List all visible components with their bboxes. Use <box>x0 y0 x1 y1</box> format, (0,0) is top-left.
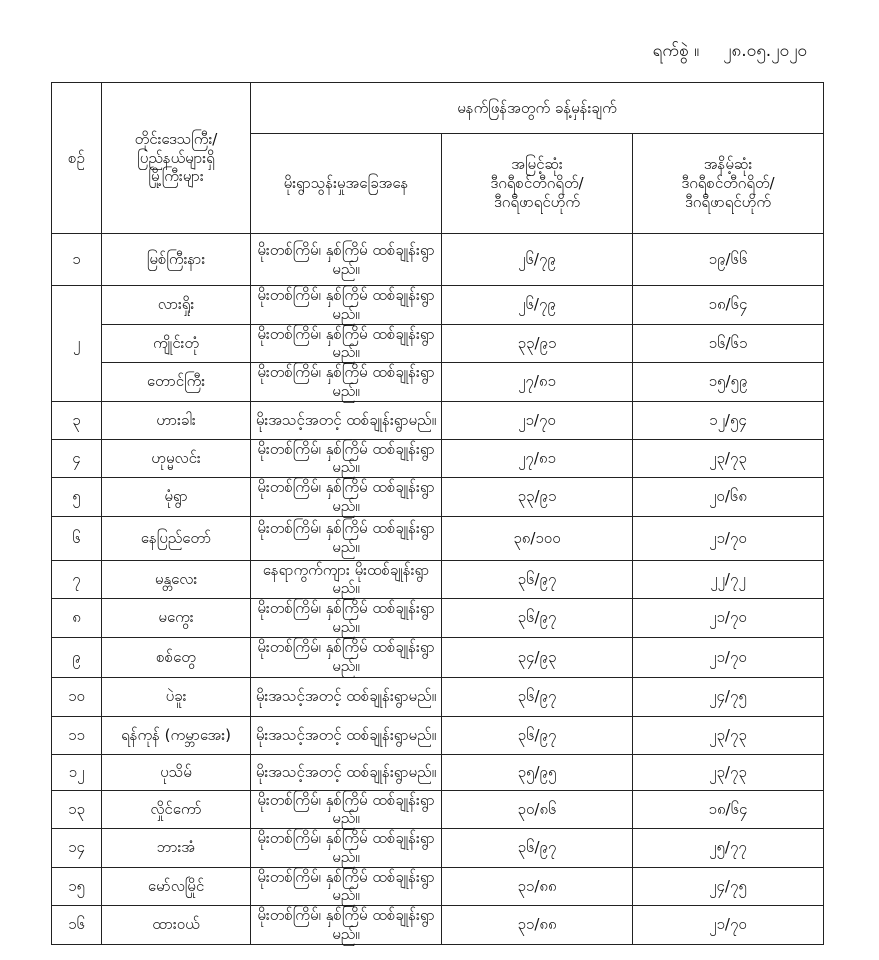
min-temp-cell: ၂၁/၇၀ <box>633 637 824 677</box>
region-number: ၁၂ <box>52 754 102 790</box>
region-number: ၁၃ <box>52 790 102 829</box>
table-row <box>52 478 824 517</box>
header-min-line: ဒီဂရီစင်တီဂရိတ်/ <box>681 174 775 193</box>
header-no: စဉ် <box>52 83 102 234</box>
min-temp-cell: ၂၅/၇၇ <box>633 829 824 868</box>
min-temp-cell: ၂၃/၇၃ <box>633 716 824 754</box>
city-cell: မြစ်ကြီးနား <box>102 234 251 286</box>
max-temp-cell: ၂၆/၇၉ <box>442 286 633 325</box>
city-cell: စစ်တွေ <box>102 637 251 677</box>
header-max-line: ဒီဂရီစင်တီဂရိတ်/ <box>490 174 584 193</box>
table-row <box>52 754 824 790</box>
condition-cell: မိုးတစ်ကြိမ်၊ နှစ်ကြိမ် ထစ်ချုန်းရွာမည်။ <box>251 324 442 363</box>
max-temp-cell: ၃၅/၉၅ <box>442 754 633 790</box>
table-row <box>52 867 824 906</box>
max-temp-cell: ၃၆/၉၇ <box>442 677 633 716</box>
min-temp-cell: ၂၃/၇၃ <box>633 439 824 478</box>
date-label: ရက်စွဲ ။ <box>652 41 700 61</box>
condition-cell: မိုးတစ်ကြိမ်၊ နှစ်ကြိမ် ထစ်ချုန်းရွာမည်။ <box>251 439 442 478</box>
table-row <box>52 363 824 402</box>
region-number: ၁၄ <box>52 829 102 868</box>
min-temp-cell: ၂၂/၇၂ <box>633 560 824 599</box>
city-cell: ဟုမ္မလင်း <box>102 439 251 478</box>
table-row <box>52 906 824 945</box>
city-cell: ပုသိမ် <box>102 754 251 790</box>
header-row <box>52 83 824 134</box>
header-max-line: ဒီဂရီဖာရင်ဟိုက် <box>493 192 581 211</box>
condition-cell: မိုးအသင့်အတင့် ထစ်ချုန်းရွာမည်။ <box>251 716 442 754</box>
header-max-line: အမြင့်ဆုံး <box>511 155 563 174</box>
city-cell: တောင်ကြီး <box>102 363 251 402</box>
table-row <box>52 324 824 363</box>
condition-cell: မိုးတစ်ကြိမ်၊ နှစ်ကြိမ် ထစ်ချုန်းရွာမည်။ <box>251 829 442 868</box>
header-min <box>633 134 824 234</box>
header-city <box>102 83 251 234</box>
city-cell: ဟားခါး <box>102 401 251 439</box>
min-temp-cell: ၁၅/၅၉ <box>633 363 824 402</box>
region-number: ၄ <box>52 439 102 478</box>
max-temp-cell: ၃၁/၈၈ <box>442 906 633 945</box>
city-cell: လှိုင်ကော် <box>102 790 251 829</box>
city-cell: မော်လမြိုင် <box>102 867 251 906</box>
max-temp-cell: ၃၃/၉၁ <box>442 478 633 517</box>
forecast-body <box>52 234 824 945</box>
max-temp-cell: ၃၀/၈၆ <box>442 790 633 829</box>
condition-cell: မိုးတစ်ကြိမ်၊ နှစ်ကြိမ် ထစ်ချုန်းရွာမည်။ <box>251 637 442 677</box>
city-cell: ရန်ကုန် (ကမ္ဘာအေး) <box>102 716 251 754</box>
region-number: ၃ <box>52 401 102 439</box>
max-temp-cell: ၃၁/၈၈ <box>442 867 633 906</box>
table-row <box>52 560 824 599</box>
header-forecast-group: မနက်ဖြန်အတွက် ခန့်မှန်းချက် <box>251 83 824 134</box>
condition-cell: မိုးတစ်ကြိမ်၊ နှစ်ကြိမ် ထစ်ချုန်းရွာမည်။ <box>251 906 442 945</box>
condition-cell: မိုးတစ်ကြိမ်၊ နှစ်ကြိမ် ထစ်ချုန်းရွာမည်။ <box>251 516 442 560</box>
header-city-line: မြို့ကြီးများ <box>148 167 204 186</box>
max-temp-cell: ၂၆/၇၉ <box>442 234 633 286</box>
min-temp-cell: ၂၁/၇၀ <box>633 599 824 638</box>
region-number: ၁ <box>52 234 102 286</box>
max-temp-cell: ၂၇/၈၁ <box>442 439 633 478</box>
table-row <box>52 599 824 638</box>
city-cell: မုံရွာ <box>102 478 251 517</box>
min-temp-cell: ၁၈/၆၄ <box>633 286 824 325</box>
header-max <box>442 134 633 234</box>
header-min-line: ဒီဂရီဖာရင်ဟိုက် <box>684 192 772 211</box>
header-min-line: အနိမ့်ဆုံး <box>703 155 753 174</box>
min-temp-cell: ၁၈/၆၄ <box>633 790 824 829</box>
condition-cell: မိုးအသင့်အတင့် ထစ်ချုန်းရွာမည်။ <box>251 401 442 439</box>
region-number: ၆ <box>52 516 102 560</box>
condition-cell: မိုးတစ်ကြိမ်၊ နှစ်ကြိမ် ထစ်ချုန်းရွာမည်။ <box>251 363 442 402</box>
table-row <box>52 790 824 829</box>
min-temp-cell: ၂၄/၇၅ <box>633 677 824 716</box>
table-row <box>52 401 824 439</box>
max-temp-cell: ၂၁/၇၀ <box>442 401 633 439</box>
max-temp-cell: ၃၆/၉၇ <box>442 560 633 599</box>
header-condition: မိုးရွာသွန်းမှုအခြေအနေ <box>251 134 442 234</box>
min-temp-cell: ၁၉/၆၆ <box>633 234 824 286</box>
date-value: ၂၈.၀၅.၂၀၂၀ <box>723 41 807 61</box>
city-cell: ထားဝယ် <box>102 906 251 945</box>
condition-cell: မိုးတစ်ကြိမ်၊ နှစ်ကြိမ် ထစ်ချုန်းရွာမည်။ <box>251 234 442 286</box>
header-city-line: ပြည်နယ်များရှိ <box>137 148 215 167</box>
max-temp-cell: ၃၃/၉၁ <box>442 324 633 363</box>
table-row <box>52 829 824 868</box>
min-temp-cell: ၁၂/၅၄ <box>633 401 824 439</box>
max-temp-cell: ၃၈/၁၀၀ <box>442 516 633 560</box>
max-temp-cell: ၃၆/၉၇ <box>442 716 633 754</box>
city-cell: မန္တလေး <box>102 560 251 599</box>
city-cell: နေပြည်တော် <box>102 516 251 560</box>
condition-cell: မိုးတစ်ကြိမ်၊ နှစ်ကြိမ် ထစ်ချုန်းရွာမည်။ <box>251 599 442 638</box>
min-temp-cell: ၂၁/၇၀ <box>633 516 824 560</box>
max-temp-cell: ၃၆/၉၇ <box>442 829 633 868</box>
region-number: ၈ <box>52 599 102 638</box>
min-temp-cell: ၂၃/၇၃ <box>633 754 824 790</box>
table-row <box>52 439 824 478</box>
city-cell: ပဲခူး <box>102 677 251 716</box>
max-temp-cell: ၂၇/၈၁ <box>442 363 633 402</box>
region-number: ၉ <box>52 637 102 677</box>
region-number: ၁၀ <box>52 677 102 716</box>
max-temp-cell: ၃၆/၉၇ <box>442 599 633 638</box>
min-temp-cell: ၂၀/၆၈ <box>633 478 824 517</box>
table-row <box>52 286 824 325</box>
region-number: ၅ <box>52 478 102 517</box>
condition-cell: မိုးတစ်ကြိမ်၊ နှစ်ကြိမ် ထစ်ချုန်းရွာမည်။ <box>251 286 442 325</box>
city-cell: မကွေး <box>102 599 251 638</box>
header-city-line: တိုင်းဒေသကြီး/ <box>134 129 218 148</box>
condition-cell: မိုးအသင့်အတင့် ထစ်ချုန်းရွာမည်။ <box>251 754 442 790</box>
min-temp-cell: ၂၄/၇၅ <box>633 867 824 906</box>
table-row <box>52 716 824 754</box>
city-cell: ဘားအံ <box>102 829 251 868</box>
condition-cell: မိုးအသင့်အတင့် ထစ်ချုန်းရွာမည်။ <box>251 677 442 716</box>
date-line <box>653 40 807 65</box>
condition-cell: မိုးတစ်ကြိမ်၊ နှစ်ကြိမ် ထစ်ချုန်းရွာမည်။ <box>251 478 442 517</box>
region-number: ၁၁ <box>52 716 102 754</box>
min-temp-cell: ၁၆/၆၁ <box>633 324 824 363</box>
condition-cell: မိုးတစ်ကြိမ်၊ နှစ်ကြိမ် ထစ်ချုန်းရွာမည်။ <box>251 867 442 906</box>
max-temp-cell: ၃၄/၉၃ <box>442 637 633 677</box>
city-cell: လားရှိုး <box>102 286 251 325</box>
table-row <box>52 234 824 286</box>
table-row <box>52 637 824 677</box>
forecast-table <box>51 82 824 945</box>
city-cell: ကျိုင်းတုံ <box>102 324 251 363</box>
region-number: ၂ <box>52 286 102 402</box>
condition-cell: နေရာကွက်ကျား မိုးထစ်ချုန်းရွာမည်။ <box>251 560 442 599</box>
region-number: ၁၆ <box>52 906 102 945</box>
table-row <box>52 516 824 560</box>
table-row <box>52 677 824 716</box>
min-temp-cell: ၂၁/၇၀ <box>633 906 824 945</box>
region-number: ၁၅ <box>52 867 102 906</box>
region-number: ၇ <box>52 560 102 599</box>
condition-cell: မိုးတစ်ကြိမ်၊ နှစ်ကြိမ် ထစ်ချုန်းရွာမည်။ <box>251 790 442 829</box>
